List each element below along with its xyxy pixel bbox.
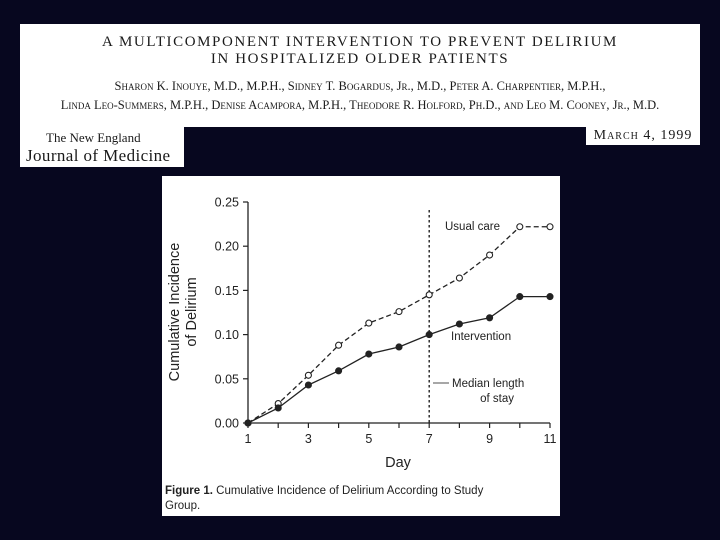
y-tick-label: 0.10: [214, 328, 239, 343]
y-tick-label: 0.00: [214, 416, 239, 431]
journal-name-line-2: Journal of Medicine: [26, 146, 171, 165]
legend-usual-care: Usual care: [445, 221, 500, 233]
usual-care-point: [396, 309, 402, 315]
usual-care-point: [426, 292, 432, 298]
legend-intervention: Intervention: [451, 331, 512, 343]
x-tick-label: 7: [425, 432, 433, 446]
figure-caption-line-2: Group.: [165, 500, 201, 512]
intervention-point: [366, 351, 372, 357]
usual-care-point: [517, 224, 523, 230]
figure-caption-line-1: [165, 485, 484, 497]
legend-median-line-2: of stay: [480, 393, 514, 405]
chart-ticks: [215, 196, 557, 447]
intervention-point: [517, 294, 523, 300]
y-tick-label: 0.25: [214, 195, 239, 210]
usual-care-point: [547, 224, 553, 230]
intervention-point: [396, 344, 402, 350]
y-tick-label: 0.20: [214, 239, 239, 254]
authors-line-2: Linda Leo-Summers, M.P.H., Denise Acampora, M.P.H., Theodore R. Holford, Ph.D., and Leo M. Cooney, Jr., M.D.: [60, 98, 660, 112]
journal-name-line-1: The New England: [46, 130, 141, 145]
y-axis-label-line-2: of Delirium: [184, 277, 200, 347]
paper-title-line-2: IN HOSPITALIZED OLDER PATIENTS: [210, 51, 510, 67]
legend-median-line-1: Median length: [452, 378, 525, 390]
authors-line-1: Sharon K. Inouye, M.D., M.P.H., Sidney T. Bogardus, Jr., M.D., Peter A. Charpentier, M.P.H.,: [114, 79, 606, 93]
usual-care-point: [487, 252, 493, 258]
intervention-point: [426, 332, 432, 338]
intervention-point: [456, 321, 462, 327]
figure-caption-bold: Figure 1.: [165, 485, 213, 497]
y-tick-label: 0.05: [214, 372, 239, 387]
intervention-point: [487, 315, 493, 321]
x-axis-label: Day: [385, 455, 411, 471]
y-axis-label-line-1: Cumulative Incidence: [167, 242, 183, 382]
delirium-chart: [162, 176, 560, 516]
publication-date: March 4, 1999: [586, 127, 700, 145]
paper-title: [20, 34, 700, 68]
intervention-point: [547, 294, 553, 300]
paper-authors: [20, 77, 700, 115]
usual-care-point: [305, 372, 311, 378]
figure-caption-text: Cumulative Incidence of Delirium According to Study: [212, 485, 484, 497]
usual-care-point: [366, 320, 372, 326]
intervention-point: [275, 405, 281, 411]
y-tick-label: 0.15: [214, 283, 239, 298]
x-tick-label: 11: [543, 432, 557, 446]
usual-care-point: [336, 342, 342, 348]
paper-title-line-1: A MULTICOMPONENT INTERVENTION TO PREVENT DELIRIUM: [102, 34, 618, 50]
intervention-point: [336, 368, 342, 374]
x-tick-label: 1: [244, 432, 252, 446]
paper-header: [20, 24, 700, 127]
journal-logo: [20, 127, 184, 167]
x-tick-label: 3: [304, 432, 312, 446]
x-tick-label: 9: [486, 432, 494, 446]
usual-care-point: [456, 275, 462, 281]
x-tick-label: 5: [365, 432, 373, 446]
intervention-point: [305, 382, 311, 388]
figure: [162, 176, 560, 516]
